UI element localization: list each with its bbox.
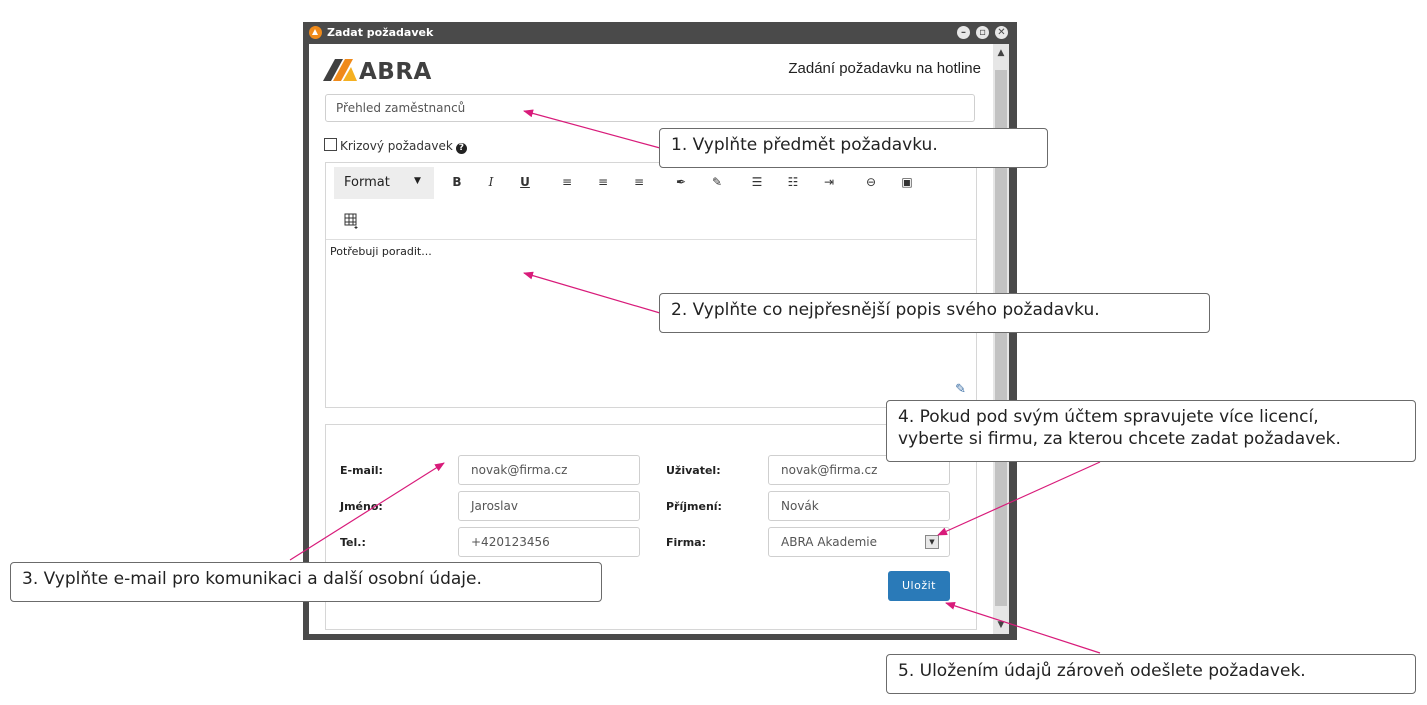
image-icon[interactable]: ▣ [901,175,913,189]
abra-logo-text: ABRA [359,59,432,85]
help-icon[interactable]: ? [456,143,467,154]
scroll-down-icon[interactable]: ▼ [997,620,1005,630]
bullet-list-icon[interactable]: ☰ [751,175,763,189]
name-field[interactable]: Jaroslav [458,491,640,521]
chevron-down-icon: ▼ [414,176,421,186]
align-center-icon[interactable]: ≡ [597,175,609,189]
callout-2-text: 2. Vyplňte co nejpřesnější popis svého požadavku. [671,300,1100,320]
callout-company [886,400,1416,462]
subject-input[interactable]: Přehled zaměstnanců [325,94,975,122]
bold-icon[interactable]: B [452,175,462,189]
callout-5-text: 5. Uložením údajů zároveň odešlete požadavek. [898,661,1306,681]
arrow-5 [946,603,1100,653]
user-label: Uživatel: [666,464,721,477]
chevron-down-icon[interactable]: ▼ [925,535,939,549]
name-label: Jméno: [340,500,383,513]
close-icon[interactable]: ✕ [995,26,1008,39]
format-label: Format [344,175,390,190]
surname-field[interactable]: Novák [768,491,950,521]
numbered-list-icon[interactable]: ☷ [787,175,799,189]
email-field[interactable]: novak@firma.cz [458,455,640,485]
window-title: Zadat požadavek [327,26,434,39]
attachment-icon[interactable]: ✎ [955,382,966,397]
eraser-icon[interactable]: ✎ [711,175,723,189]
page-title: Zadání požadavku na hotline [788,60,981,77]
email-label: E-mail: [340,464,383,477]
maximize-icon[interactable]: ▫ [976,26,989,39]
tel-label: Tel.: [340,536,366,549]
align-right-icon[interactable]: ≡ [633,175,645,189]
callout-3-text: 3. Vyplňte e-mail pro komunikaci a další osobní údaje. [22,569,482,589]
save-button[interactable]: Uložit [888,571,950,601]
arrow-3 [290,463,444,560]
arrow-2 [524,273,660,313]
surname-label: Příjmení: [666,500,722,513]
tel-field[interactable]: +420123456 [458,527,640,557]
callout-save [886,654,1416,694]
callout-4-line-2: vyberte si firmu, za kterou chcete zadat požadavek. [898,429,1341,449]
callout-description [659,293,1210,333]
company-select-value: ABRA Akademie [781,535,878,549]
brush-icon[interactable]: ✒ [675,175,687,189]
align-left-icon[interactable]: ≡ [561,175,573,189]
callout-contact [10,562,602,602]
minimize-icon[interactable]: – [957,26,970,39]
italic-icon[interactable]: I [488,175,494,189]
indent-icon[interactable]: ⇥ [823,175,835,189]
underline-icon[interactable]: U [520,175,530,189]
callout-subject [659,128,1048,168]
callout-1-text: 1. Vyplňte předmět požadavku. [671,135,938,155]
arrow-1 [524,111,660,148]
callout-4-line-1: 4. Pokud pod svým účtem spravujete více licencí, [898,407,1319,427]
user-field[interactable]: novak@firma.cz [768,455,950,485]
company-label: Firma: [666,536,706,549]
crisis-label: Krizový požadavek [340,139,453,153]
editor-content[interactable]: Potřebuji poradit... [330,245,432,258]
scroll-up-icon[interactable]: ▲ [997,48,1005,58]
arrow-4 [938,462,1100,535]
link-icon[interactable]: ⊖ [865,175,877,189]
